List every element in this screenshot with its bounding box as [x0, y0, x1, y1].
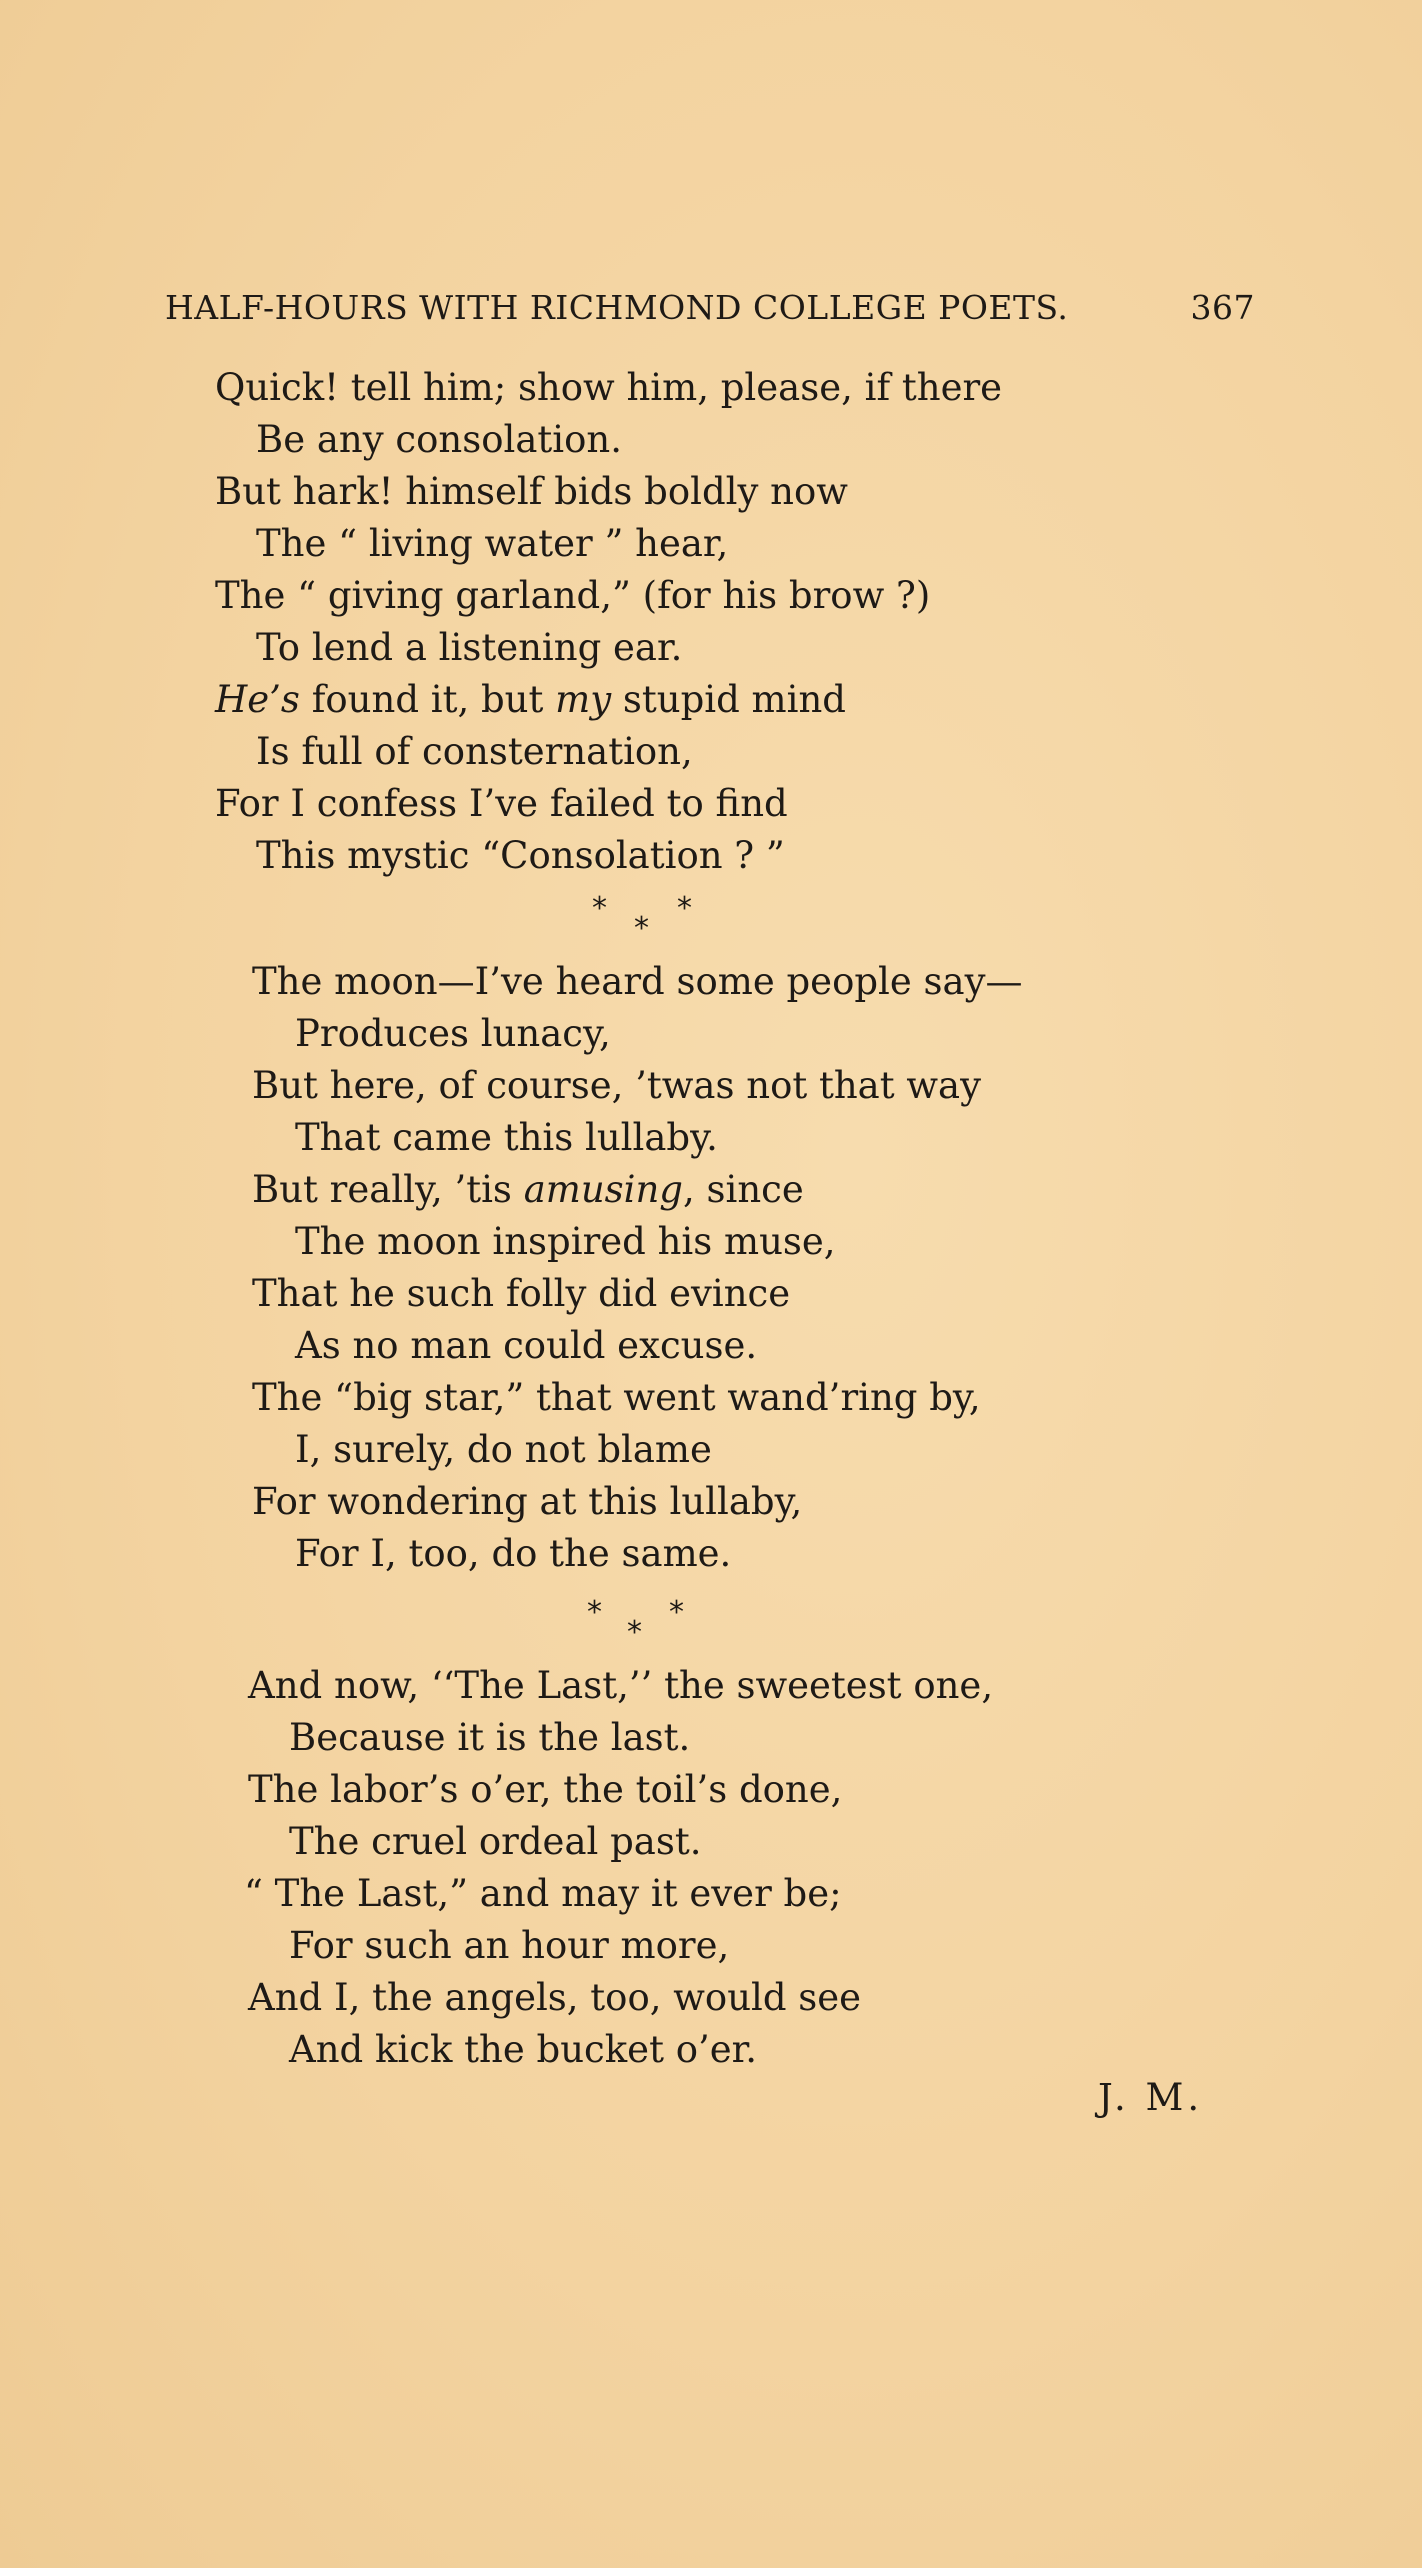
poem-line: The moon—I’ve heard some people say—: [252, 960, 1023, 1003]
poem-line: This mystic “Consolation ? ”: [256, 834, 785, 877]
running-header: [165, 288, 1255, 332]
poem-line: For I confess I’ve failed to find: [215, 782, 788, 825]
poem-line: But here, of course, ’twas not that way: [252, 1064, 981, 1107]
author-signature: J. M.: [1098, 2076, 1204, 2119]
poem-line: Produces lunacy,: [295, 1012, 611, 1055]
poem-line: And kick the bucket o’er.: [289, 2028, 758, 2071]
poem-line: For I, too, do the same.: [295, 1532, 732, 1575]
asterisk: *: [677, 891, 692, 926]
poem-line: The labor’s o’er, the toil’s done,: [248, 1768, 843, 1811]
poem-line: Is full of consternation,: [256, 730, 693, 773]
italic-word: He’s: [215, 678, 300, 721]
italic-word: amusing: [523, 1168, 683, 1211]
poem-line: I, surely, do not blame: [295, 1428, 712, 1471]
line-text: , since: [683, 1168, 804, 1211]
poem-line: But hark! himself bids boldly now: [215, 470, 848, 513]
line-text: But really, ’tis: [252, 1168, 524, 1211]
poem-line: The cruel ordeal past.: [289, 1820, 702, 1863]
poem-line-mixed: [215, 676, 846, 724]
header-title: HALF-HOURS WITH RICHMOND COLLEGE POETS.: [165, 288, 1069, 327]
poem-line: The “ living water ” hear,: [256, 522, 729, 565]
italic-word: my: [555, 678, 612, 721]
poem-line: That he such folly did evince: [252, 1272, 791, 1315]
poem-line: For wondering at this lullaby,: [252, 1480, 803, 1523]
asterisk: *: [669, 1595, 684, 1630]
poem-line: To lend a listening ear.: [256, 626, 683, 669]
poem-line: Quick! tell him; show him, please, if there: [215, 366, 1003, 409]
asterisk: *: [627, 1615, 642, 1650]
poem-line: As no man could excuse.: [295, 1324, 758, 1367]
asterisk: *: [634, 911, 649, 946]
poem-line: The “big star,” that went wand’ring by,: [252, 1376, 981, 1419]
poem-line: Be any consolation.: [256, 418, 622, 461]
line-text: found it, but: [311, 678, 556, 721]
poem-line: For such an hour more,: [289, 1924, 730, 1967]
poem-line-mixed: [252, 1166, 804, 1214]
page-number: 367: [1190, 288, 1255, 327]
poem-line: “ The Last,” and may it ever be;: [244, 1872, 842, 1915]
asterisk: *: [587, 1595, 602, 1630]
poem-line: And now, ‘‘The Last,’’ the sweetest one,: [248, 1664, 994, 1707]
poem-line: Because it is the last.: [289, 1716, 691, 1759]
poem-line: That came this lullaby.: [295, 1116, 718, 1159]
asterisk: *: [592, 891, 607, 926]
poem-line: And I, the angels, too, would see: [248, 1976, 862, 2019]
poem-line: The moon inspired his muse,: [295, 1220, 836, 1263]
line-text: stupid mind: [611, 678, 846, 721]
poem-line: The “ giving garland,” (for his brow ?): [215, 574, 931, 617]
